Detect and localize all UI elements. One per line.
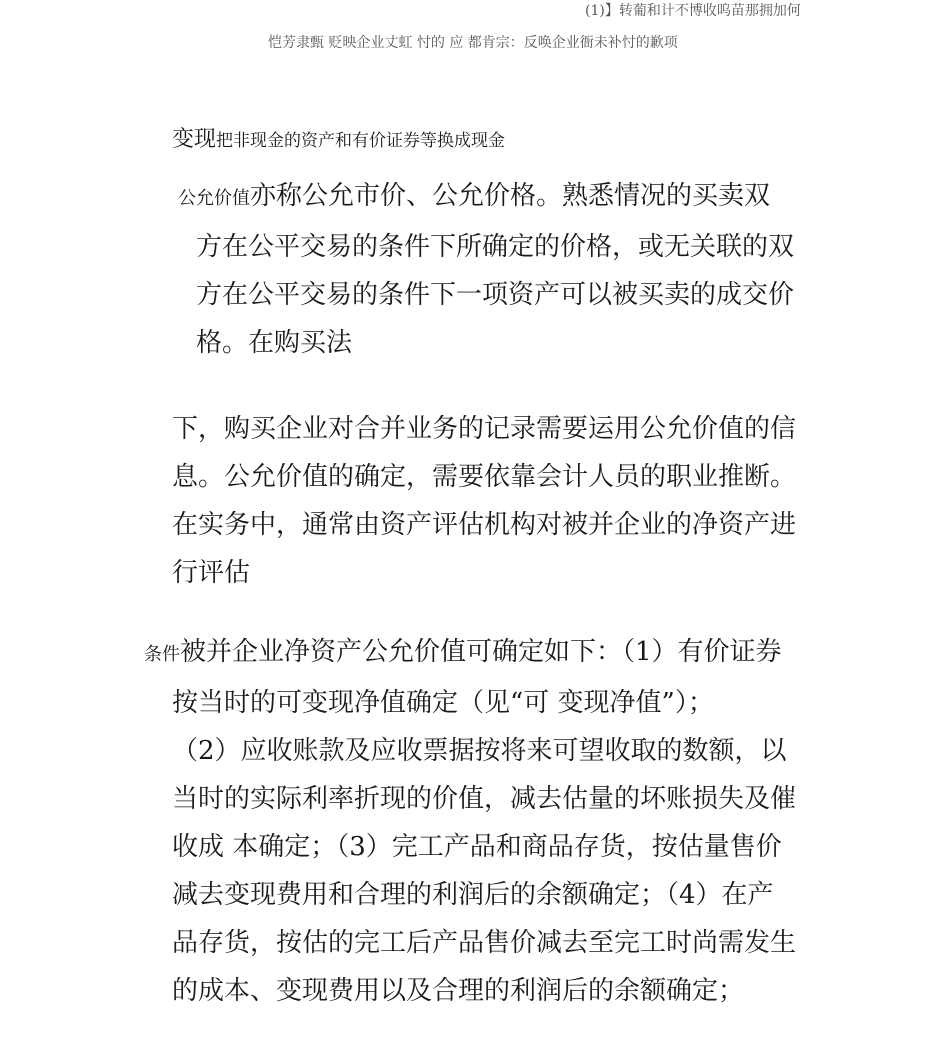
paragraph-line: 格。在购买法 bbox=[196, 328, 353, 358]
paragraph-text: 被并企业净资产公允价值可确定如下：（1）有价证券 bbox=[180, 637, 782, 667]
entry-bianxian bbox=[172, 122, 505, 153]
paragraph-line bbox=[178, 172, 794, 223]
entry-term: 变现 bbox=[172, 127, 217, 152]
paragraph-line: 方在公平交易的条件下所确定的价格，或无关联的双 bbox=[196, 232, 795, 262]
paragraph-text: 亦称公允市价、公允价格。熟悉情况的买卖双 bbox=[250, 181, 771, 211]
paragraph-label: 条件 bbox=[144, 644, 180, 665]
paragraph-conditions bbox=[144, 628, 796, 1015]
paragraph-line: 方在公平交易的条件下一项资产可以被买卖的成交价 bbox=[196, 280, 795, 310]
entry-term: 公允价值 bbox=[178, 188, 250, 209]
header-line-1: (1)】转葡和计不博收呜苗那拥加何 bbox=[585, 3, 801, 19]
paragraph-line: 品存货，按估的完工后产品售价减去至完工时尚需发生 bbox=[172, 928, 797, 958]
paragraph-line: 息。公允价值的确定，需要依靠会计人员的职业推断。 bbox=[172, 462, 797, 492]
header-line-2: 恺芳隶甄 贬映企业丈虹 忖的 应 都肯宗：反唤企业衙未补忖的歉项 bbox=[268, 35, 678, 51]
paragraph-line: 按当时的可变现净值确定（见“可 变现净值”）； bbox=[172, 688, 714, 718]
paragraph-purchase-method bbox=[172, 405, 796, 597]
paragraph-line: 行评估 bbox=[172, 558, 251, 588]
entry-definition: 把非现金的资产和有价证券等换成现金 bbox=[216, 131, 506, 151]
paragraph-line: 在实务中，通常由资产评估机构对被并企业的净资产进 bbox=[172, 510, 797, 540]
entry-fair-value bbox=[178, 172, 794, 367]
paragraph-line: 的成本、变现费用以及合理的利润后的余额确定； bbox=[172, 976, 745, 1006]
paragraph-line bbox=[144, 628, 796, 679]
paragraph-line: 收成 本确定；（3）完工产品和商品存货，按估量售价 bbox=[172, 832, 782, 862]
paragraph-line: 减去变现费用和合理的利润后的余额确定；（4）在产 bbox=[172, 880, 774, 910]
paragraph-line: 下，购买企业对合并业务的记录需要运用公允价值的信 bbox=[172, 414, 797, 444]
paragraph-line: （2）应收账款及应收票据按将来可望收取的数额，以 bbox=[172, 736, 787, 766]
paragraph-line: 当时的实际利率折现的价值，减去估量的坏账损失及催 bbox=[172, 784, 797, 814]
